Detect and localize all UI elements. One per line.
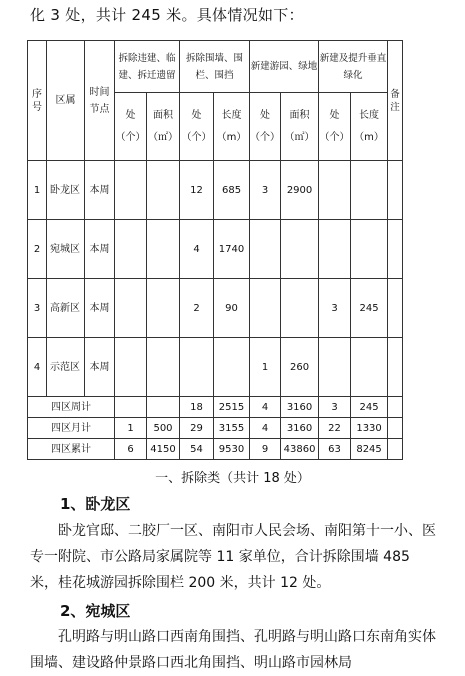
cell-length-4 (351, 161, 388, 220)
cell-count-4: 3 (319, 279, 351, 338)
total-area-3: 3160 (281, 397, 319, 418)
total-count-3: 9 (250, 439, 281, 460)
cell-count-3 (250, 220, 281, 279)
total-count-2: 29 (180, 418, 214, 439)
unit-length-2: 长度（m） (214, 93, 250, 161)
unit-count-3: 处（个） (250, 93, 281, 161)
total-count-3: 4 (250, 418, 281, 439)
section-title: 一、拆除类（共计 18 处） (155, 471, 310, 486)
total-count-1 (115, 397, 147, 418)
cell-length-4 (351, 338, 388, 397)
total-length-4: 245 (351, 397, 388, 418)
header-group-demolish-illegal: 拆除违建、临建、拆迁遗留 (115, 41, 180, 93)
header-group-vertical-green: 新建及提升垂直绿化 (319, 41, 388, 93)
cell-count-2: 2 (180, 279, 214, 338)
cell-count-3: 1 (250, 338, 281, 397)
total-label: 四区累计 (28, 439, 115, 460)
total-length-2: 9530 (214, 439, 250, 460)
total-count-1: 1 (115, 418, 147, 439)
total-count-4: 3 (319, 397, 351, 418)
row-seq: 1 (28, 161, 47, 220)
subheading-wancheng: 2、宛城区 (60, 602, 131, 620)
unit-count-1: 处（个） (115, 93, 147, 161)
header-group-demolish-walls: 拆除围墙、围栏、围挡 (180, 41, 250, 93)
cell-note (388, 161, 403, 220)
row-seq: 3 (28, 279, 47, 338)
cell-length-4: 245 (351, 279, 388, 338)
cell-area-3: 2900 (281, 161, 319, 220)
total-row (28, 418, 403, 439)
header-time: 时间节点 (85, 41, 115, 161)
total-note (388, 418, 403, 439)
total-length-4: 8245 (351, 439, 388, 460)
table-row (28, 161, 403, 220)
cell-area-3 (281, 279, 319, 338)
total-row (28, 439, 403, 460)
row-time: 本周 (85, 338, 115, 397)
unit-length-4: 长度（m） (351, 93, 388, 161)
total-length-2: 2515 (214, 397, 250, 418)
cell-count-2 (180, 338, 214, 397)
row-time: 本周 (85, 161, 115, 220)
cell-note (388, 338, 403, 397)
cell-length-2 (214, 338, 250, 397)
row-area: 卧龙区 (47, 161, 85, 220)
cell-note (388, 220, 403, 279)
cell-count-2: 12 (180, 161, 214, 220)
subheading-wolong: 1、卧龙区 (60, 495, 131, 513)
total-count-3: 4 (250, 397, 281, 418)
header-seq: 序号 (28, 41, 47, 161)
total-area-1: 500 (147, 418, 180, 439)
row-time: 本周 (85, 279, 115, 338)
total-count-2: 18 (180, 397, 214, 418)
table-row (28, 220, 403, 279)
total-note (388, 397, 403, 418)
statistics-table (27, 40, 403, 460)
cell-count-2: 4 (180, 220, 214, 279)
unit-area-3: 面积（㎡） (281, 93, 319, 161)
cell-area-1 (147, 338, 180, 397)
unit-area-1: 面积（㎡） (147, 93, 180, 161)
cell-note (388, 279, 403, 338)
total-count-2: 54 (180, 439, 214, 460)
total-length-4: 1330 (351, 418, 388, 439)
cell-count-1 (115, 279, 147, 338)
paragraph-wolong: 卧龙官邸、二胶厂一区、南阳市人民会场、南阳第十一小、医专一附院、市公路局家属院等 11 家单位，合计拆除围墙 485 米，桂花城游园拆除围栏 200 米，共计 12 处。 (30, 523, 436, 591)
cell-count-4 (319, 161, 351, 220)
cell-count-3 (250, 279, 281, 338)
total-area-3: 3160 (281, 418, 319, 439)
row-time: 本周 (85, 220, 115, 279)
cell-length-4 (351, 220, 388, 279)
cell-length-2: 685 (214, 161, 250, 220)
total-count-4: 63 (319, 439, 351, 460)
header-note: 备注 (388, 41, 403, 161)
total-count-4: 22 (319, 418, 351, 439)
cell-length-2: 90 (214, 279, 250, 338)
row-area: 高新区 (47, 279, 85, 338)
table-row (28, 279, 403, 338)
total-area-1 (147, 397, 180, 418)
cell-count-1 (115, 338, 147, 397)
total-label: 四区周计 (28, 397, 115, 418)
unit-count-4: 处（个） (319, 93, 351, 161)
cell-area-1 (147, 220, 180, 279)
cell-count-4 (319, 220, 351, 279)
total-count-1: 6 (115, 439, 147, 460)
row-seq: 2 (28, 220, 47, 279)
unit-count-2: 处（个） (180, 93, 214, 161)
cell-length-2: 1740 (214, 220, 250, 279)
cell-count-1 (115, 220, 147, 279)
total-area-3: 43860 (281, 439, 319, 460)
row-seq: 4 (28, 338, 47, 397)
cell-count-1 (115, 161, 147, 220)
header-area: 区属 (47, 41, 85, 161)
total-label: 四区月计 (28, 418, 115, 439)
cell-area-1 (147, 161, 180, 220)
cell-area-3 (281, 220, 319, 279)
paragraph-wancheng: 孔明路与明山路口西南角围挡、孔明路与明山路口东南角实体围墙、建设路仲景路口西北角围挡、明山路市园林局 (30, 629, 436, 671)
row-area: 示范区 (47, 338, 85, 397)
header-group-new-parks: 新建游园、绿地 (250, 41, 319, 93)
total-note (388, 439, 403, 460)
total-length-2: 3155 (214, 418, 250, 439)
cell-count-4 (319, 338, 351, 397)
total-row (28, 397, 403, 418)
intro-line: 化 3 处，共计 245 米。具体情况如下： (30, 6, 304, 24)
table-row (28, 338, 403, 397)
total-area-1: 4150 (147, 439, 180, 460)
cell-area-1 (147, 279, 180, 338)
row-area: 宛城区 (47, 220, 85, 279)
cell-count-3: 3 (250, 161, 281, 220)
cell-area-3: 260 (281, 338, 319, 397)
